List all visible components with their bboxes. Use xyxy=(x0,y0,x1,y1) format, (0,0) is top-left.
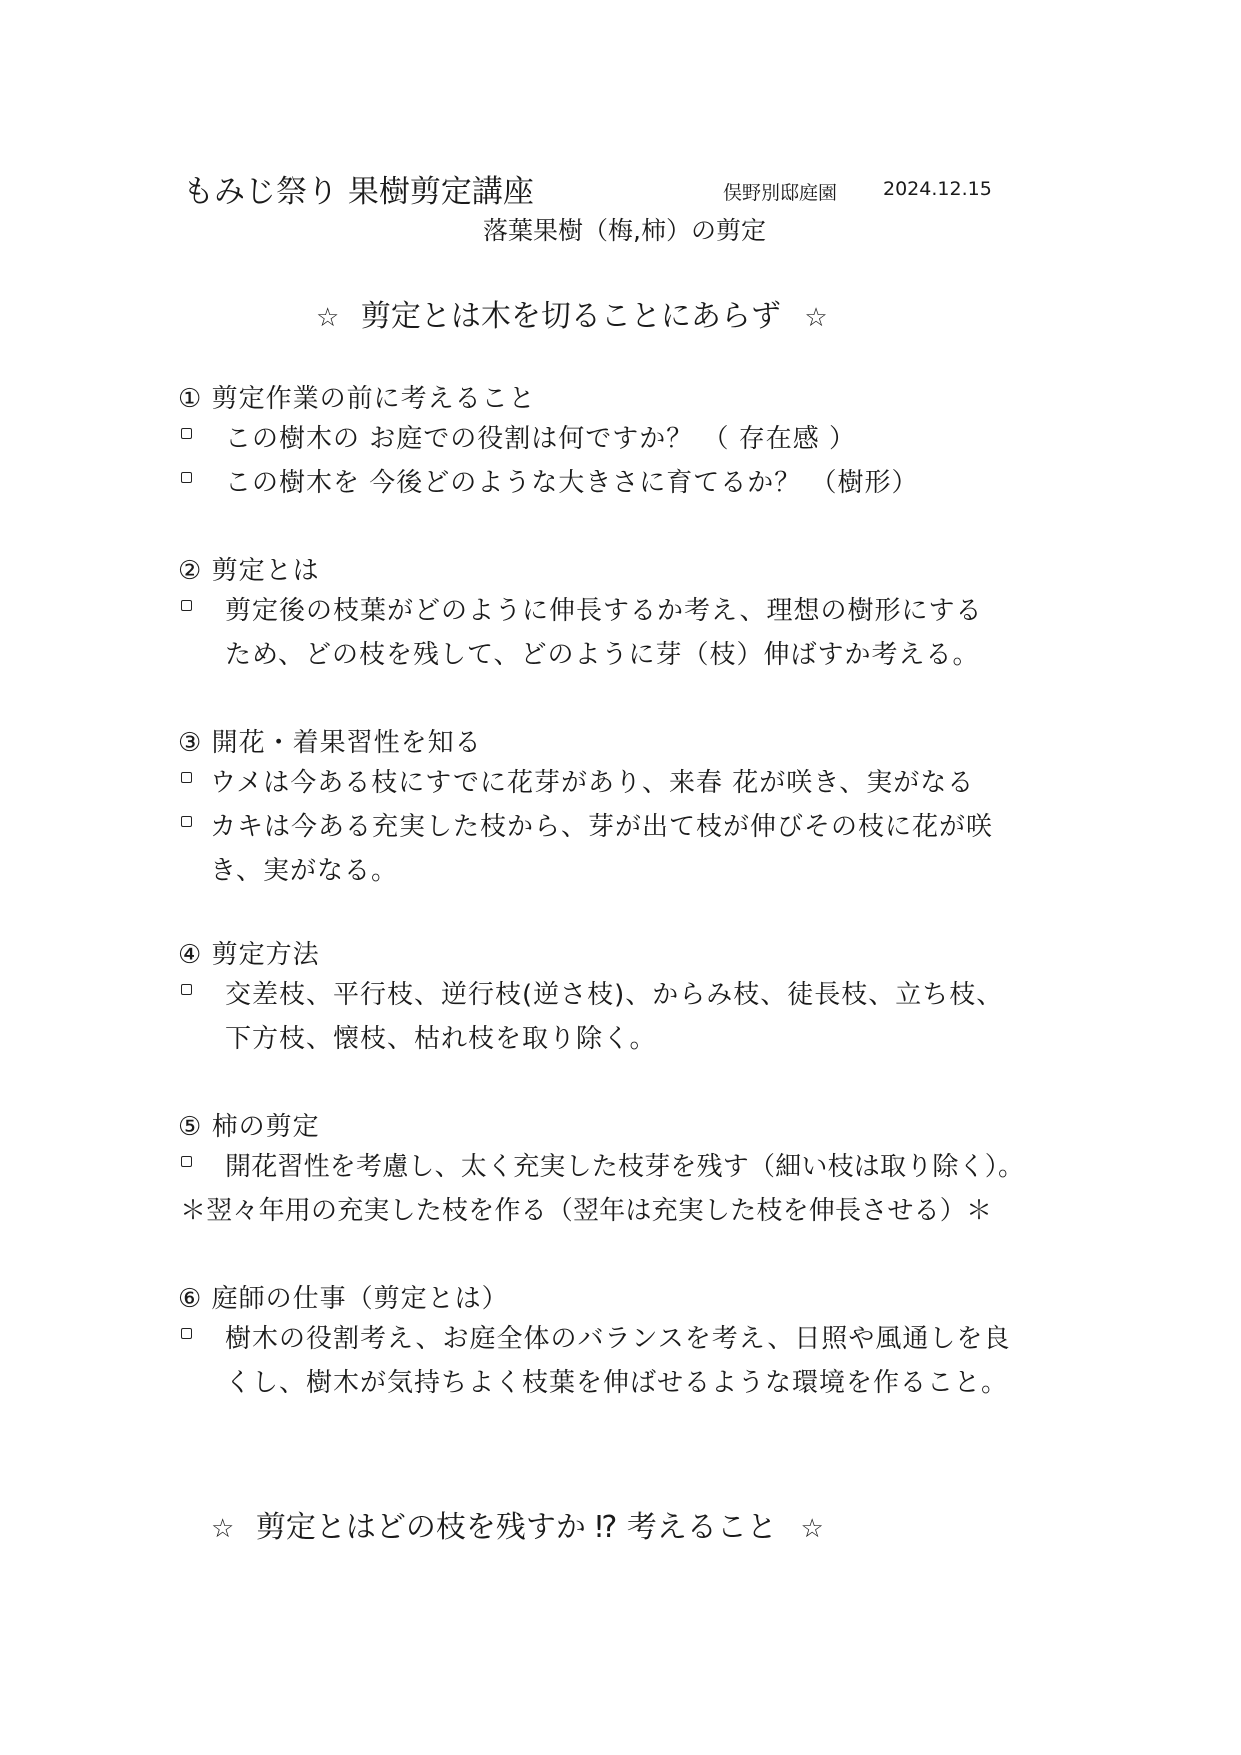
checkbox-bullet-icon xyxy=(181,816,192,827)
star-icon: ☆ xyxy=(800,1514,824,1544)
checkbox-bullet-icon xyxy=(181,1328,192,1339)
section-5-note: ＊翌々年用の充実した枝を作る（翌年は充実した枝を伸長させる）＊ xyxy=(180,1196,993,1226)
section-3-item-2-line-2: き、実がなる。 xyxy=(210,856,398,886)
event-date: 2024.12.15 xyxy=(883,178,992,200)
section-6-heading: ⑥ 庭師の仕事（剪定とは） xyxy=(178,1284,509,1314)
motto-bottom xyxy=(211,1502,824,1546)
checkbox-bullet-icon xyxy=(181,984,192,995)
section-4-item-1-line-1: 交差枝、平行枝、逆行枝(逆さ枝)、からみ枝、徒長枝、立ち枝、 xyxy=(225,980,1004,1010)
section-4-heading: ④ 剪定方法 xyxy=(178,940,320,970)
document-title: もみじ祭り 果樹剪定講座 xyxy=(183,174,534,210)
checkbox-bullet-icon xyxy=(181,1156,192,1167)
checkbox-bullet-icon xyxy=(181,472,192,483)
star-icon: ☆ xyxy=(804,303,828,333)
checkbox-bullet-icon xyxy=(181,428,192,439)
section-2-heading: ② 剪定とは xyxy=(178,556,320,586)
section-6-item-1-line-2: くし、樹木が気持ちよく枝葉を伸ばせるような環境を作ること。 xyxy=(225,1368,1009,1398)
section-5-item-1: 開花習性を考慮し、太く充実した枝芽を残す（細い枝は取り除く）。 xyxy=(225,1152,1025,1182)
motto-bottom-text: 剪定とはどの枝を残すか ⁉ 考えること xyxy=(255,1510,777,1545)
motto-top xyxy=(316,291,828,335)
section-2-item-1-line-1: 剪定後の枝葉がどのように伸長するか考え、理想の樹形にする xyxy=(225,596,983,626)
section-4-item-1-line-2: 下方枝、懐枝、枯れ枝を取り除く。 xyxy=(225,1024,657,1054)
section-3-heading: ③ 開花・着果習性を知る xyxy=(178,728,482,758)
section-1-item-1: この樹木の お庭での役割は何ですか？ （ 存在感 ） xyxy=(225,424,857,454)
venue-name: 俣野別邸庭園 xyxy=(723,182,838,204)
checkbox-bullet-icon xyxy=(181,772,192,783)
section-1-heading: ① 剪定作業の前に考えること xyxy=(178,384,536,414)
document-subtitle: 落葉果樹（梅,柿）の剪定 xyxy=(483,216,766,245)
section-3-item-2-line-1: カキは今ある充実した枝から、芽が出て枝が伸びその枝に花が咲 xyxy=(210,812,994,842)
star-icon: ☆ xyxy=(316,303,340,333)
checkbox-bullet-icon xyxy=(181,600,192,611)
section-5-heading: ⑤ 柿の剪定 xyxy=(178,1112,320,1142)
section-6-item-1-line-1: 樹木の役割考え、お庭全体のバランスを考え、日照や風通しを良 xyxy=(225,1324,1011,1354)
section-3-item-1: ウメは今ある枝にすでに花芽があり、来春 花が咲き、実がなる xyxy=(210,768,975,798)
star-icon: ☆ xyxy=(211,1514,235,1544)
motto-top-text: 剪定とは木を切ることにあらず xyxy=(360,299,781,334)
section-2-item-1-line-2: ため、どの枝を残して、どのように芽（枝）伸ばすか考える。 xyxy=(225,640,980,670)
section-1-item-2: この樹木を 今後どのような大きさに育てるか？ （樹形） xyxy=(225,468,919,498)
